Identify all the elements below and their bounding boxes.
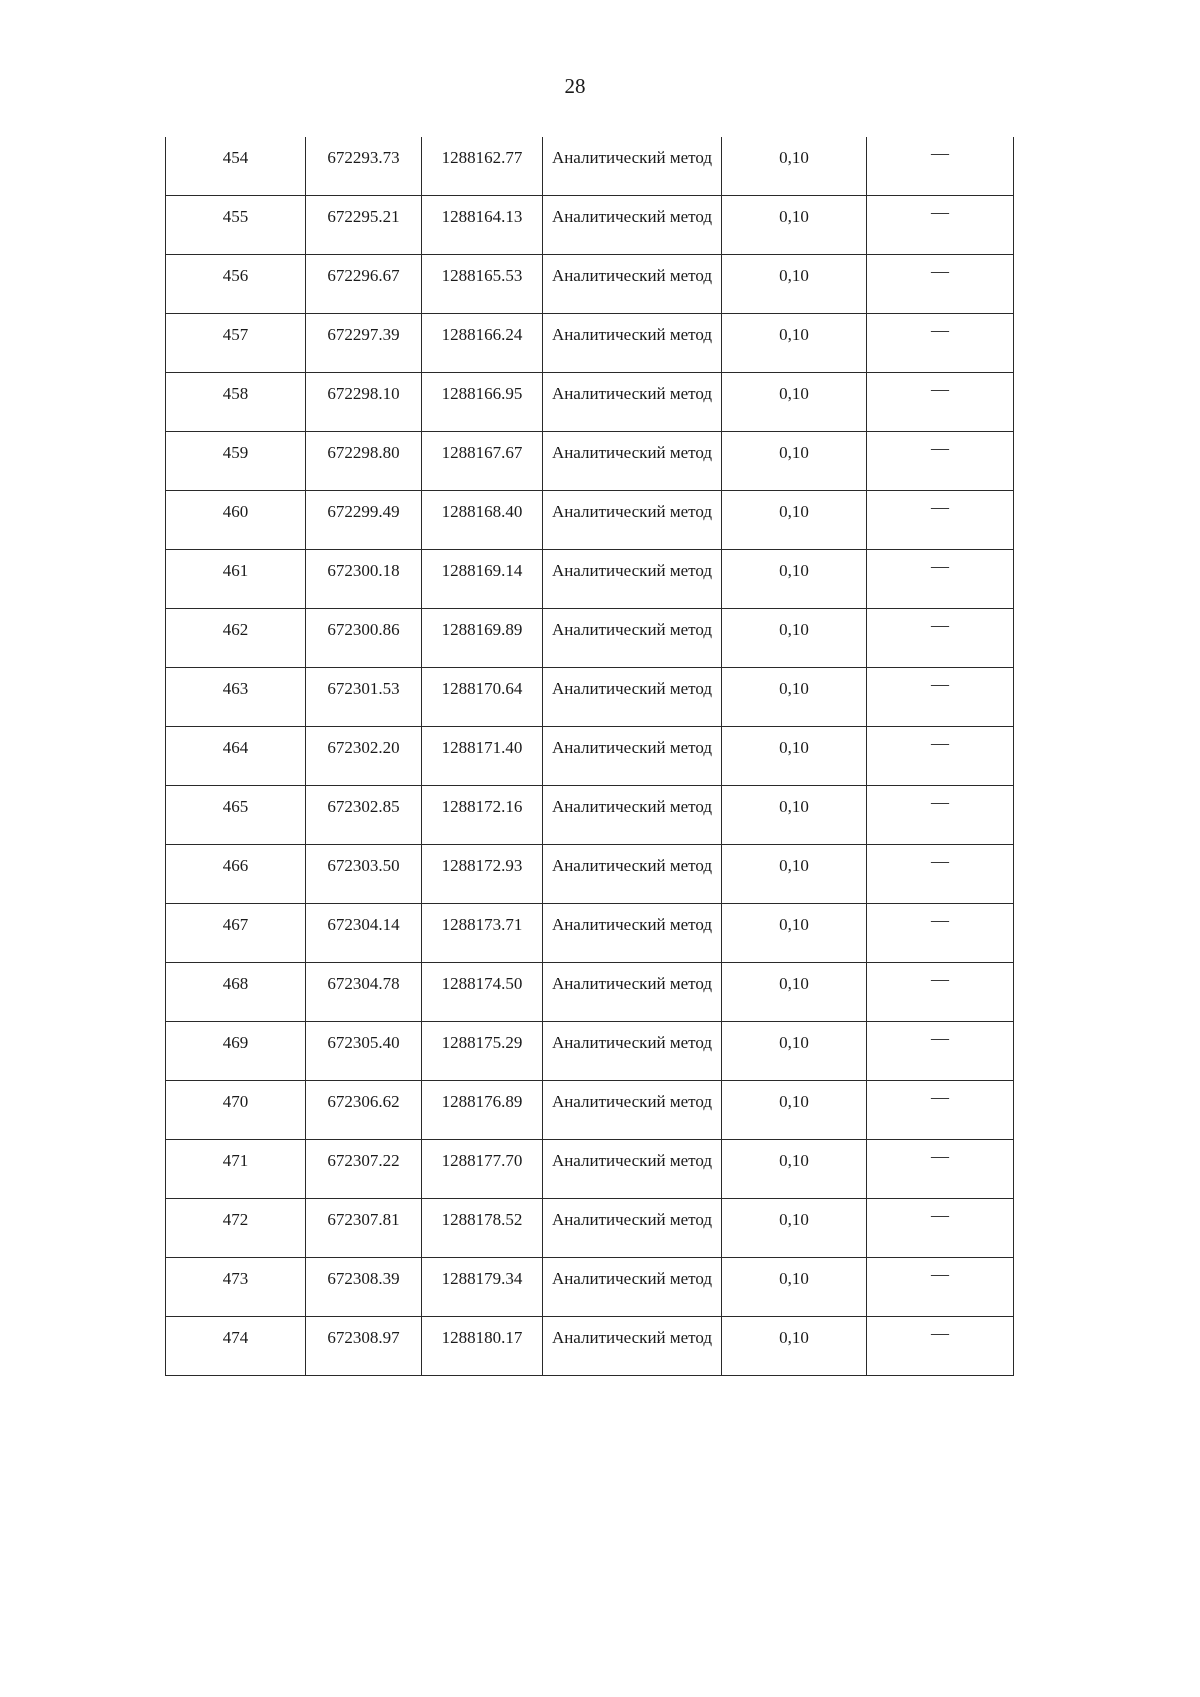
- x-coordinate-cell-text: 672300.86: [327, 620, 400, 639]
- method-cell: [543, 904, 722, 963]
- table-row: [166, 609, 1014, 668]
- method-cell: [543, 1258, 722, 1317]
- accuracy-cell: [722, 373, 867, 432]
- accuracy-cell: [722, 1022, 867, 1081]
- method-cell-text: Аналитический метод: [551, 443, 713, 462]
- point-number-cell-text: 460: [222, 502, 249, 521]
- method-cell-text: Аналитический метод: [551, 384, 713, 403]
- accuracy-cell: [722, 727, 867, 786]
- method-cell-text: Аналитический метод: [551, 325, 713, 344]
- note-cell-text: —: [931, 379, 949, 399]
- method-cell: [543, 1022, 722, 1081]
- y-coordinate-cell-text: 1288179.34: [441, 1269, 523, 1288]
- note-cell: [867, 1022, 1014, 1081]
- accuracy-cell-text: 0,10: [779, 266, 809, 285]
- method-cell-text: Аналитический метод: [551, 1269, 713, 1288]
- method-cell: [543, 432, 722, 491]
- x-coordinate-cell: [306, 314, 422, 373]
- note-cell: [867, 1140, 1014, 1199]
- x-coordinate-cell: [306, 786, 422, 845]
- method-cell: [543, 845, 722, 904]
- table-row: [166, 137, 1014, 196]
- x-coordinate-cell-text: 672293.73: [327, 148, 400, 167]
- note-cell-text: —: [931, 1323, 949, 1343]
- table-row: [166, 1081, 1014, 1140]
- table-row: [166, 1258, 1014, 1317]
- table-row: [166, 550, 1014, 609]
- x-coordinate-cell-text: 672301.53: [327, 679, 400, 698]
- x-coordinate-cell: [306, 845, 422, 904]
- x-coordinate-cell-text: 672305.40: [327, 1033, 400, 1052]
- point-number-cell: [166, 196, 306, 255]
- y-coordinate-cell-text: 1288165.53: [441, 266, 523, 285]
- point-number-cell-text: 459: [222, 443, 249, 462]
- note-cell: [867, 668, 1014, 727]
- x-coordinate-cell-text: 672300.18: [327, 561, 400, 580]
- method-cell: [543, 314, 722, 373]
- x-coordinate-cell: [306, 432, 422, 491]
- accuracy-cell: [722, 432, 867, 491]
- x-coordinate-cell-text: 672307.81: [327, 1210, 400, 1229]
- x-coordinate-cell: [306, 550, 422, 609]
- note-cell: [867, 727, 1014, 786]
- method-cell-text: Аналитический метод: [551, 915, 713, 934]
- accuracy-cell: [722, 196, 867, 255]
- note-cell-text: —: [931, 320, 949, 340]
- y-coordinate-cell-text: 1288171.40: [441, 738, 523, 757]
- x-coordinate-cell: [306, 963, 422, 1022]
- y-coordinate-cell: [422, 609, 543, 668]
- note-cell: [867, 314, 1014, 373]
- point-number-cell: [166, 1140, 306, 1199]
- note-cell: [867, 786, 1014, 845]
- point-number-cell-text: 473: [222, 1269, 249, 1288]
- method-cell-text: Аналитический метод: [551, 1092, 713, 1111]
- point-number-cell-text: 462: [222, 620, 249, 639]
- point-number-cell-text: 466: [222, 856, 249, 875]
- note-cell-text: —: [931, 1264, 949, 1284]
- note-cell: [867, 1081, 1014, 1140]
- y-coordinate-cell-text: 1288173.71: [441, 915, 523, 934]
- accuracy-cell-text: 0,10: [779, 561, 809, 580]
- note-cell: [867, 1199, 1014, 1258]
- x-coordinate-cell: [306, 1140, 422, 1199]
- accuracy-cell-text: 0,10: [779, 915, 809, 934]
- method-cell-text: Аналитический метод: [551, 974, 713, 993]
- note-cell-text: —: [931, 674, 949, 694]
- note-cell-text: —: [931, 969, 949, 989]
- y-coordinate-cell-text: 1288180.17: [441, 1328, 523, 1347]
- point-number-cell: [166, 432, 306, 491]
- method-cell-text: Аналитический метод: [551, 1033, 713, 1052]
- accuracy-cell-text: 0,10: [779, 797, 809, 816]
- accuracy-cell: [722, 1317, 867, 1376]
- note-cell-text: —: [931, 733, 949, 753]
- y-coordinate-cell-text: 1288174.50: [441, 974, 523, 993]
- point-number-cell: [166, 668, 306, 727]
- x-coordinate-cell-text: 672307.22: [327, 1151, 400, 1170]
- accuracy-cell: [722, 609, 867, 668]
- point-number-cell: [166, 786, 306, 845]
- table-row: [166, 1140, 1014, 1199]
- x-coordinate-cell-text: 672298.10: [327, 384, 400, 403]
- method-cell-text: Аналитический метод: [551, 1328, 713, 1347]
- note-cell: [867, 963, 1014, 1022]
- y-coordinate-cell: [422, 668, 543, 727]
- method-cell: [543, 727, 722, 786]
- note-cell: [867, 550, 1014, 609]
- x-coordinate-cell: [306, 727, 422, 786]
- y-coordinate-cell: [422, 786, 543, 845]
- table-row: [166, 1199, 1014, 1258]
- x-coordinate-cell-text: 672298.80: [327, 443, 400, 462]
- x-coordinate-cell-text: 672302.85: [327, 797, 400, 816]
- point-number-cell-text: 456: [222, 266, 249, 285]
- table-row: [166, 255, 1014, 314]
- note-cell: [867, 432, 1014, 491]
- note-cell: [867, 491, 1014, 550]
- accuracy-cell-text: 0,10: [779, 974, 809, 993]
- method-cell: [543, 196, 722, 255]
- method-cell: [543, 609, 722, 668]
- point-number-cell-text: 464: [222, 738, 249, 757]
- method-cell: [543, 668, 722, 727]
- accuracy-cell: [722, 845, 867, 904]
- x-coordinate-cell-text: 672299.49: [327, 502, 400, 521]
- point-number-cell-text: 471: [222, 1151, 249, 1170]
- table-row: [166, 491, 1014, 550]
- table-row: [166, 1317, 1014, 1376]
- x-coordinate-cell: [306, 491, 422, 550]
- accuracy-cell-text: 0,10: [779, 207, 809, 226]
- accuracy-cell: [722, 904, 867, 963]
- accuracy-cell-text: 0,10: [779, 1269, 809, 1288]
- method-cell-text: Аналитический метод: [551, 502, 713, 521]
- point-number-cell-text: 472: [222, 1210, 249, 1229]
- point-number-cell: [166, 314, 306, 373]
- y-coordinate-cell: [422, 137, 543, 196]
- method-cell-text: Аналитический метод: [551, 797, 713, 816]
- method-cell-text: Аналитический метод: [551, 207, 713, 226]
- method-cell: [543, 1140, 722, 1199]
- accuracy-cell-text: 0,10: [779, 502, 809, 521]
- point-number-cell-text: 470: [222, 1092, 249, 1111]
- x-coordinate-cell-text: 672304.78: [327, 974, 400, 993]
- method-cell-text: Аналитический метод: [551, 266, 713, 285]
- coordinates-table: [165, 137, 1014, 1376]
- y-coordinate-cell: [422, 963, 543, 1022]
- y-coordinate-cell-text: 1288172.16: [441, 797, 523, 816]
- x-coordinate-cell-text: 672295.21: [327, 207, 400, 226]
- point-number-cell-text: 463: [222, 679, 249, 698]
- point-number-cell: [166, 491, 306, 550]
- y-coordinate-cell: [422, 1140, 543, 1199]
- method-cell: [543, 786, 722, 845]
- point-number-cell: [166, 1199, 306, 1258]
- y-coordinate-cell: [422, 1199, 543, 1258]
- accuracy-cell: [722, 786, 867, 845]
- accuracy-cell: [722, 963, 867, 1022]
- point-number-cell-text: 461: [222, 561, 249, 580]
- note-cell: [867, 255, 1014, 314]
- note-cell-text: —: [931, 1205, 949, 1225]
- x-coordinate-cell: [306, 1022, 422, 1081]
- point-number-cell-text: 455: [222, 207, 249, 226]
- accuracy-cell: [722, 1199, 867, 1258]
- table-row: [166, 668, 1014, 727]
- point-number-cell-text: 465: [222, 797, 249, 816]
- point-number-cell: [166, 1258, 306, 1317]
- point-number-cell: [166, 1022, 306, 1081]
- table-row: [166, 845, 1014, 904]
- note-cell-text: —: [931, 202, 949, 222]
- y-coordinate-cell-text: 1288170.64: [441, 679, 523, 698]
- y-coordinate-cell-text: 1288172.93: [441, 856, 523, 875]
- y-coordinate-cell-text: 1288162.77: [441, 148, 523, 167]
- method-cell: [543, 373, 722, 432]
- method-cell-text: Аналитический метод: [551, 679, 713, 698]
- table-row: [166, 786, 1014, 845]
- y-coordinate-cell: [422, 550, 543, 609]
- point-number-cell: [166, 373, 306, 432]
- y-coordinate-cell-text: 1288166.95: [441, 384, 523, 403]
- accuracy-cell: [722, 491, 867, 550]
- y-coordinate-cell: [422, 1081, 543, 1140]
- note-cell-text: —: [931, 556, 949, 576]
- accuracy-cell-text: 0,10: [779, 1033, 809, 1052]
- accuracy-cell-text: 0,10: [779, 1210, 809, 1229]
- note-cell: [867, 137, 1014, 196]
- point-number-cell: [166, 137, 306, 196]
- point-number-cell-text: 458: [222, 384, 249, 403]
- note-cell-text: —: [931, 1146, 949, 1166]
- method-cell: [543, 1081, 722, 1140]
- y-coordinate-cell: [422, 373, 543, 432]
- table-row: [166, 727, 1014, 786]
- accuracy-cell-text: 0,10: [779, 856, 809, 875]
- accuracy-cell: [722, 255, 867, 314]
- note-cell: [867, 1317, 1014, 1376]
- note-cell: [867, 1258, 1014, 1317]
- note-cell: [867, 904, 1014, 963]
- note-cell-text: —: [931, 615, 949, 635]
- accuracy-cell-text: 0,10: [779, 679, 809, 698]
- accuracy-cell-text: 0,10: [779, 443, 809, 462]
- method-cell-text: Аналитический метод: [551, 856, 713, 875]
- x-coordinate-cell-text: 672302.20: [327, 738, 400, 757]
- y-coordinate-cell-text: 1288167.67: [441, 443, 523, 462]
- method-cell-text: Аналитический метод: [551, 561, 713, 580]
- point-number-cell: [166, 255, 306, 314]
- note-cell-text: —: [931, 497, 949, 517]
- accuracy-cell: [722, 550, 867, 609]
- x-coordinate-cell: [306, 668, 422, 727]
- table-row: [166, 904, 1014, 963]
- point-number-cell-text: 454: [222, 148, 249, 167]
- x-coordinate-cell: [306, 196, 422, 255]
- accuracy-cell-text: 0,10: [779, 148, 809, 167]
- point-number-cell-text: 468: [222, 974, 249, 993]
- point-number-cell: [166, 1317, 306, 1376]
- page-number: 28: [564, 74, 586, 98]
- accuracy-cell-text: 0,10: [779, 1151, 809, 1170]
- note-cell: [867, 845, 1014, 904]
- note-cell-text: —: [931, 910, 949, 930]
- y-coordinate-cell-text: 1288169.89: [441, 620, 523, 639]
- y-coordinate-cell: [422, 314, 543, 373]
- point-number-cell: [166, 904, 306, 963]
- method-cell: [543, 1199, 722, 1258]
- note-cell: [867, 373, 1014, 432]
- y-coordinate-cell: [422, 255, 543, 314]
- y-coordinate-cell-text: 1288169.14: [441, 561, 523, 580]
- y-coordinate-cell-text: 1288168.40: [441, 502, 523, 521]
- note-cell-text: —: [931, 1028, 949, 1048]
- note-cell-text: —: [931, 261, 949, 281]
- method-cell: [543, 137, 722, 196]
- accuracy-cell-text: 0,10: [779, 738, 809, 757]
- method-cell-text: Аналитический метод: [551, 738, 713, 757]
- note-cell: [867, 196, 1014, 255]
- accuracy-cell-text: 0,10: [779, 1092, 809, 1111]
- y-coordinate-cell: [422, 1022, 543, 1081]
- x-coordinate-cell-text: 672308.39: [327, 1269, 400, 1288]
- method-cell-text: Аналитический метод: [551, 1210, 713, 1229]
- table-row: [166, 963, 1014, 1022]
- x-coordinate-cell: [306, 904, 422, 963]
- y-coordinate-cell: [422, 1317, 543, 1376]
- note-cell-text: —: [931, 438, 949, 458]
- accuracy-cell: [722, 1140, 867, 1199]
- point-number-cell: [166, 963, 306, 1022]
- x-coordinate-cell-text: 672306.62: [327, 1092, 400, 1111]
- point-number-cell: [166, 609, 306, 668]
- x-coordinate-cell-text: 672308.97: [327, 1328, 400, 1347]
- method-cell: [543, 963, 722, 1022]
- accuracy-cell: [722, 1081, 867, 1140]
- x-coordinate-cell-text: 672303.50: [327, 856, 400, 875]
- accuracy-cell: [722, 668, 867, 727]
- point-number-cell: [166, 845, 306, 904]
- method-cell: [543, 255, 722, 314]
- accuracy-cell-text: 0,10: [779, 325, 809, 344]
- method-cell: [543, 1317, 722, 1376]
- table-row: [166, 196, 1014, 255]
- y-coordinate-cell-text: 1288166.24: [441, 325, 523, 344]
- note-cell-text: —: [931, 851, 949, 871]
- y-coordinate-cell: [422, 1258, 543, 1317]
- x-coordinate-cell: [306, 609, 422, 668]
- note-cell-text: —: [931, 1087, 949, 1107]
- point-number-cell-text: 467: [222, 915, 249, 934]
- point-number-cell-text: 474: [222, 1328, 249, 1347]
- note-cell-text: —: [931, 792, 949, 812]
- point-number-cell: [166, 1081, 306, 1140]
- accuracy-cell-text: 0,10: [779, 1328, 809, 1347]
- method-cell-text: Аналитический метод: [551, 148, 713, 167]
- table-row: [166, 373, 1014, 432]
- point-number-cell-text: 469: [222, 1033, 249, 1052]
- table-row: [166, 314, 1014, 373]
- method-cell-text: Аналитический метод: [551, 620, 713, 639]
- x-coordinate-cell: [306, 1199, 422, 1258]
- accuracy-cell-text: 0,10: [779, 620, 809, 639]
- x-coordinate-cell: [306, 255, 422, 314]
- y-coordinate-cell: [422, 432, 543, 491]
- point-number-cell: [166, 550, 306, 609]
- method-cell: [543, 491, 722, 550]
- note-cell-text: —: [931, 143, 949, 163]
- x-coordinate-cell-text: 672297.39: [327, 325, 400, 344]
- y-coordinate-cell-text: 1288176.89: [441, 1092, 523, 1111]
- y-coordinate-cell: [422, 904, 543, 963]
- x-coordinate-cell: [306, 373, 422, 432]
- x-coordinate-cell: [306, 1317, 422, 1376]
- point-number-cell-text: 457: [222, 325, 249, 344]
- x-coordinate-cell-text: 672296.67: [327, 266, 400, 285]
- y-coordinate-cell-text: 1288175.29: [441, 1033, 523, 1052]
- coordinates-table-body: [166, 137, 1014, 1376]
- y-coordinate-cell-text: 1288177.70: [441, 1151, 523, 1170]
- method-cell-text: Аналитический метод: [551, 1151, 713, 1170]
- y-coordinate-cell: [422, 845, 543, 904]
- accuracy-cell: [722, 1258, 867, 1317]
- y-coordinate-cell: [422, 196, 543, 255]
- method-cell: [543, 550, 722, 609]
- table-row: [166, 1022, 1014, 1081]
- y-coordinate-cell: [422, 727, 543, 786]
- accuracy-cell: [722, 314, 867, 373]
- table-row: [166, 432, 1014, 491]
- y-coordinate-cell-text: 1288164.13: [441, 207, 523, 226]
- note-cell: [867, 609, 1014, 668]
- point-number-cell: [166, 727, 306, 786]
- y-coordinate-cell: [422, 491, 543, 550]
- accuracy-cell-text: 0,10: [779, 384, 809, 403]
- y-coordinate-cell-text: 1288178.52: [441, 1210, 523, 1229]
- accuracy-cell: [722, 137, 867, 196]
- x-coordinate-cell: [306, 137, 422, 196]
- x-coordinate-cell: [306, 1081, 422, 1140]
- x-coordinate-cell-text: 672304.14: [327, 915, 400, 934]
- x-coordinate-cell: [306, 1258, 422, 1317]
